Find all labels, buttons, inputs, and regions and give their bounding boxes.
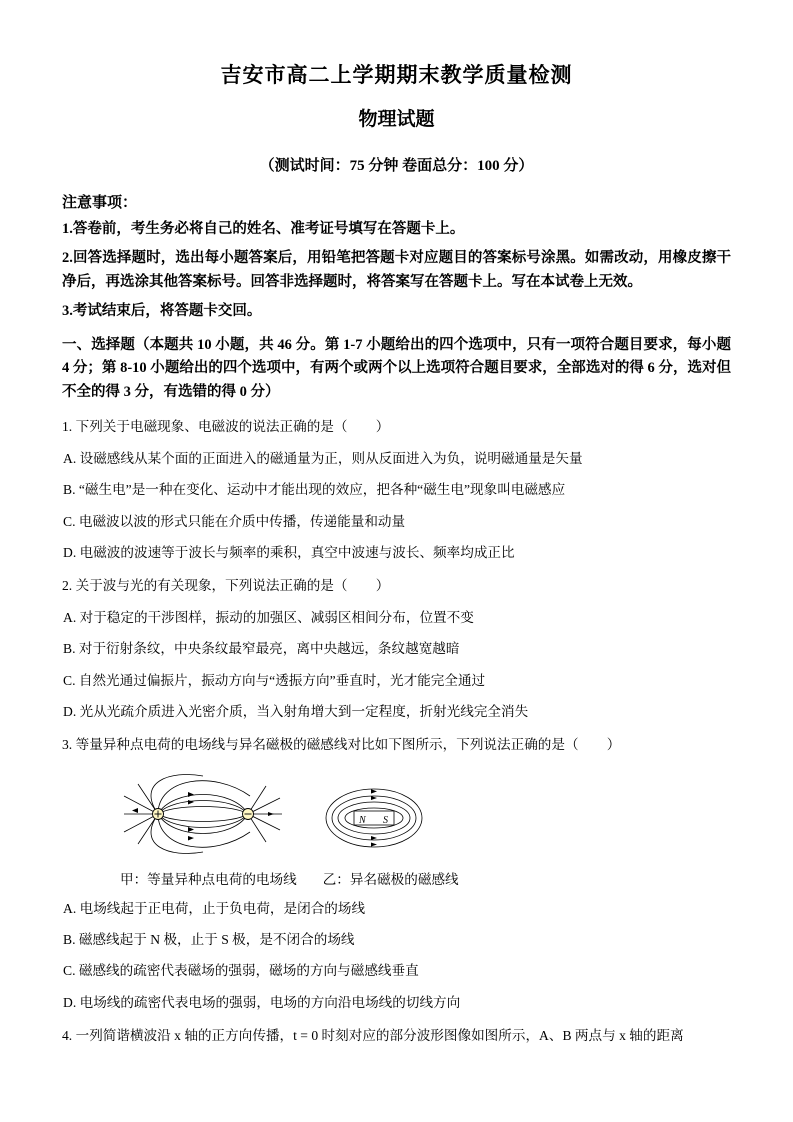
question-3-figure-caption [62, 868, 731, 888]
question-4 [62, 1026, 731, 1046]
page-title: 吉安市高二上学期期末教学质量检测 [220, 63, 573, 87]
question-4-number: 4. [62, 1028, 73, 1044]
question-1-option-c: C. 电磁波以波的形式只能在介质中传播，传递能量和动量 [63, 513, 406, 529]
question-3 [62, 735, 731, 755]
question-1-stem: 下列关于电磁现象、电磁波的说法正确的是（ [75, 419, 348, 435]
question-2-number: 2. [62, 578, 73, 594]
magnet-pole-s-label: S [383, 814, 388, 826]
page-subtitle: 物理试题 [358, 108, 435, 130]
question-1-option-d: D. 电磁波的波速等于波长与频率的乘积，真空中波速与波长、频率均成正比 [63, 544, 515, 560]
question-1 [62, 417, 731, 437]
question-3-option-c: C. 磁感线的疏密代表磁场的强弱，磁场的方向与磁感线垂直 [63, 963, 419, 979]
figure-caption-left: 甲：等量异种点电荷的电场线 [120, 871, 297, 887]
magnet-pole-n-label: N [359, 814, 366, 826]
question-2 [62, 576, 731, 596]
question-2-option-b: B. 对于衍射条纹，中央条纹最窄最亮，离中央越远，条纹越宽越暗 [63, 641, 460, 657]
question-1-stem-tail: ） [375, 419, 390, 435]
figure-caption-right: 乙：异名磁极的磁感线 [322, 871, 459, 887]
question-3-stem-tail: ） [606, 737, 621, 753]
question-2-option-c: C. 自然光通过偏振片，振动方向与“透振方向”垂直时，光才能完全通过 [63, 672, 486, 688]
question-3-option-a: A. 电场线起于正电荷，止于负电荷，是闭合的场线 [63, 900, 366, 916]
bar-magnet-field-lines-figure [298, 784, 450, 852]
question-3-figure [62, 768, 731, 864]
question-3-option-b: B. 磁感线起于 N 极，止于 S 极，是不闭合的场线 [63, 932, 355, 948]
question-2-stem: 关于波与光的有关现象，下列说法正确的是（ [75, 578, 348, 594]
notice-item-2: 2.回答选择题时，选出每小题答案后，用铅笔把答题卡对应题目的答案标号涂黑。如需改动，用橡皮擦干净后，再选涂其他答案标号。回答非选择题时，将答案写在答题卡上。写在本试卷上无效。 [62, 250, 731, 290]
section-heading-choice: 一、选择题（本题共 10 小题，共 46 分。第 1-7 小题给出的四个选项中，只有一项符合题目要求，每小题 4 分；第 8-10 小题给出的四个选项中，有两个或两个以上选项符合题目要求，全部选对的得 6 分，选对但不全的得 3 分，有选错的得 0 分） [62, 336, 731, 400]
question-2-option-a: A. 对于稳定的干涉图样，振动的加强区、减弱区相间分布，位置不变 [63, 609, 474, 625]
question-3-number: 3. [62, 737, 73, 753]
question-4-stem: 一列简谐横波沿 x 轴的正方向传播，t = 0 时刻对应的部分波形图像如图所示，A、B 两点与 x 轴的距离 [75, 1028, 684, 1044]
question-3-option-d: D. 电场线的疏密代表电场的强弱，电场的方向沿电场线的切线方向 [63, 994, 461, 1010]
question-1-option-b: B. “磁生电”是一种在变化、运动中才能出现的效应，把各种“磁生电”现象叫电磁感应 [63, 482, 566, 498]
question-2-option-d: D. 光从光疏介质进入光密介质，当入射角增大到一定程度，折射光线完全消失 [63, 703, 529, 719]
notice-item-1: 1.答卷前，考生务必将自己的姓名、准考证号填写在答题卡上。 [62, 221, 465, 237]
question-1-option-a: A. 设磁感线从某个面的正面进入的磁通量为正，则从反面进入为负，说明磁通量是矢量 [63, 450, 583, 466]
dipole-field-lines-figure [118, 768, 288, 860]
notice-heading: 注意事项： [62, 195, 138, 211]
notice-item-3: 3.考试结束后，将答题卡交回。 [62, 303, 262, 320]
question-3-stem: 等量异种点电荷的电场线与异名磁极的磁感线对比如下图所示，下列说法正确的是（ [75, 737, 579, 753]
exam-meta: （测试时间：75 分钟 卷面总分：100 分） [259, 158, 534, 174]
question-1-number: 1. [62, 419, 73, 435]
question-2-stem-tail: ） [375, 578, 390, 594]
